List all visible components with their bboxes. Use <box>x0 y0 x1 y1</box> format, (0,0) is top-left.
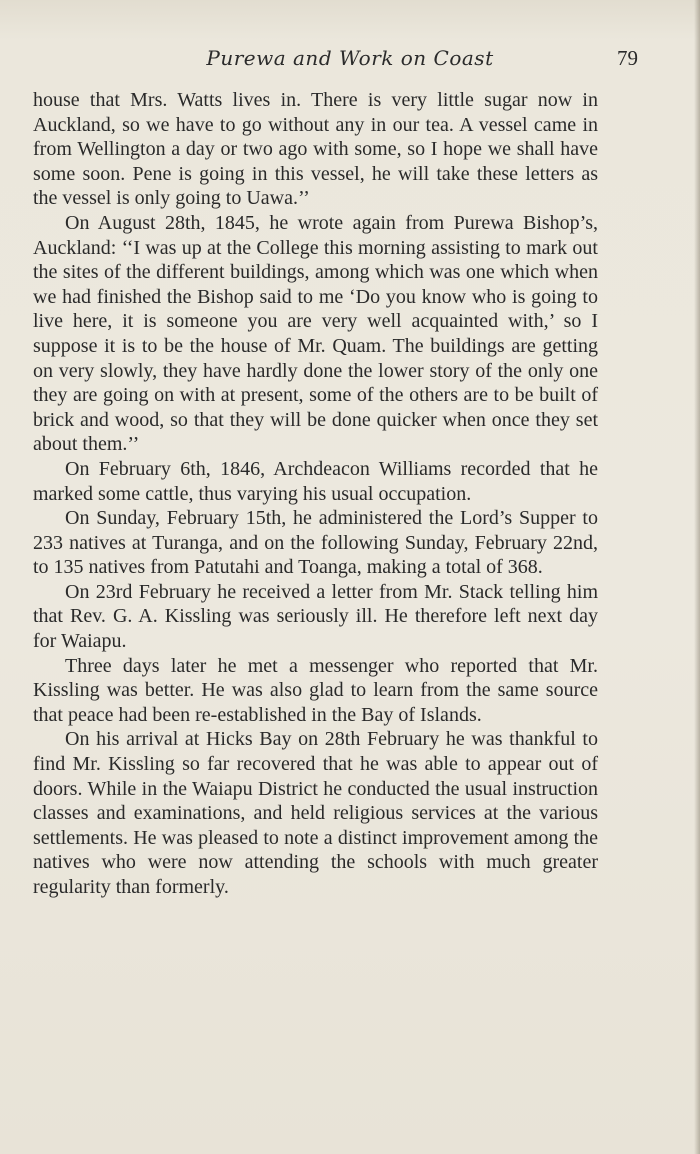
paragraph-stack-letter: On 23rd February he received a letter from Mr. Stack telling him that Rev. G. A. Kissling was seriously ill. He therefore left next day for Waiapu. <box>33 580 598 653</box>
paragraph-lords-supper: On Sunday, February 15th, he administered the Lord’s Supper to 233 natives at Turanga, and on the following Sunday, February 22nd, to 135 natives from Patutahi and Toanga, making a total of 368. <box>33 507 598 579</box>
paragraph-messenger: Three days later he met a messenger who reported that Mr. Kissling was better. He was also glad to learn from the same source that peace had been re-established in the Bay of Islands. <box>33 654 598 726</box>
page-number: 79 <box>617 46 638 70</box>
paragraph-continued: house that Mrs. Watts lives in. There is very little sugar now in Auckland, so we have to go without any in our tea. A vessel came in from Wellington a day or two ago with some, so I hope we shall have some soon. Pene is going in this vessel, he will take these letters as the vessel is only going to Uawa.’’ <box>33 89 598 210</box>
running-title: Purewa and Work on Coast <box>206 46 494 70</box>
body-text <box>33 88 598 900</box>
paragraph-february-6: On February 6th, 1846, Archdeacon Williams recorded that he marked some cattle, thus varying his usual occupation. <box>33 457 598 505</box>
paragraph-august-letter: On August 28th, 1845, he wrote again from Purewa Bishop’s, Auckland: ‘‘I was up at the College this morning assisting to mark out the sites of the different buildings, among which was one which when we had finished the Bishop said to me ‘Do you know who is going to live here, it is someone you are very well acquainted with,’ so I suppose it is to be the house of Mr. Quam. The buildings are getting on very slowly, they have hardly done the lower story of the only one they are going on with at present, some of the others are to be built of brick and wood, so that they will be done quicker when once they set about them.’’ <box>33 211 598 456</box>
page-edge-shadow <box>694 0 700 1154</box>
paragraph-hicks-bay: On his arrival at Hicks Bay on 28th February he was thankful to find Mr. Kissling so far recovered that he was able to appear out of doors. While in the Waiapu District he conducted the usual instruction classes and examinations, and held religious services at the various settlements. He was pleased to note a distinct improvement among the natives who were now attending the schools with much greater regularity than formerly. <box>33 728 598 898</box>
running-head <box>30 46 670 76</box>
